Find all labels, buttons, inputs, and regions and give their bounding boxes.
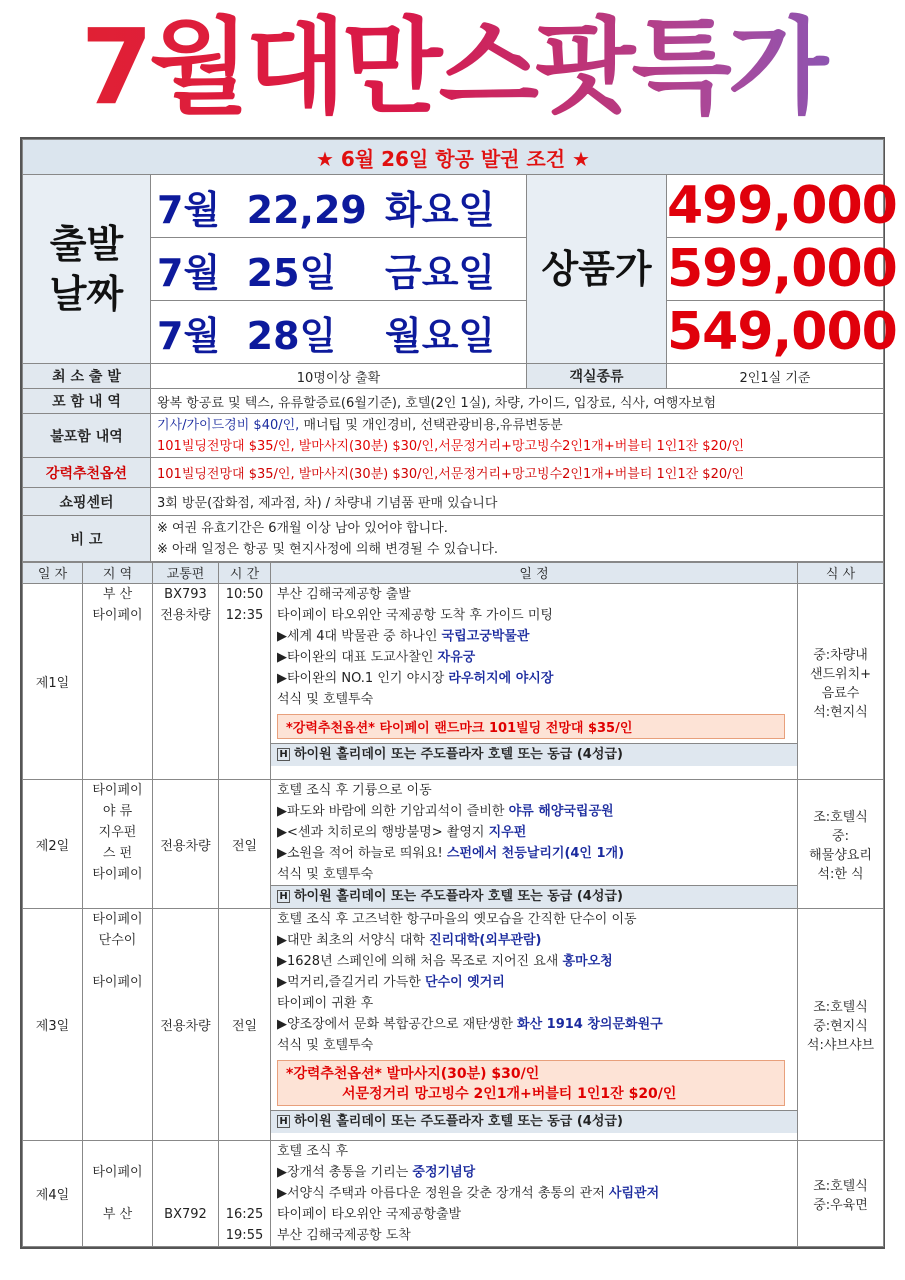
included-value: 왕복 항공료 및 텍스, 유류할증료(6월기준), 호텔(2인 1실), 차량, 가이드, 입장료, 식사, 여행자보험 (151, 389, 884, 414)
departure-date-3: 7월 28일 월요일 (151, 301, 527, 364)
room-type-value: 2인1실 기준 (667, 364, 884, 389)
price-1: 499,000 (667, 176, 897, 236)
shopping-label: 쇼핑센터 (23, 488, 151, 516)
col-region: 지 역 (83, 563, 153, 584)
hotel-icon: H (277, 890, 290, 903)
recommended-option-value: 101빌딩전망대 $35/인, 발마사지(30분) $30/인,서문정거리+망고빙수2인1개+버블티 1인1잔 $20/인 (151, 458, 884, 488)
tour-sheet (20, 137, 897, 1249)
recommended-option-label: 강력추천옵션 (23, 458, 151, 488)
remarks-value: ※ 여권 유효기간은 6개월 이상 남아 있어야 합니다. ※ 아래 일정은 항공 및 현지사정에 의해 변경될 수 있습니다. (151, 516, 884, 562)
col-meals: 식 사 (798, 563, 884, 584)
col-day: 일 자 (23, 563, 83, 584)
day-1-option: *강력추천옵션* 타이페이 랜드마크 101빌딩 전망대 $35/인 (277, 714, 785, 739)
itinerary-table (22, 562, 884, 1247)
day-3-hotel: H 하이원 홀리데이 또는 주도플라자 호텔 또는 동급 (4성급) (271, 1110, 797, 1133)
hotel-icon: H (277, 748, 290, 761)
ticketing-banner: ★ 6월 26일 항공 발권 조건 ★ (23, 140, 884, 175)
excluded-value: 기사/가이드경비 $40/인, 매너팁 및 개인경비, 선택관광비용,유류변동분 101빌딩전망대 $35/인, 발마사지(30분) $30/인,서문정거리+망고빙수2인1개+버블티 1인1잔 $20/인 (151, 414, 884, 458)
min-departure-value: 10명이상 출확 (151, 364, 527, 389)
price-3: 549,000 (667, 302, 897, 362)
day-3-option: *강력추천옵션* 발마사지(30분) $30/인 서문정거리 망고빙수 2인1개+버블티 1인1잔 $20/인 (277, 1060, 785, 1106)
departure-label: 출발날짜 (23, 175, 151, 364)
departure-date-2: 7월 25일 금요일 (151, 238, 527, 301)
hotel-icon: H (277, 1115, 290, 1128)
summary-table (22, 139, 897, 562)
col-schedule: 일 정 (271, 563, 798, 584)
price-2: 599,000 (667, 239, 897, 299)
product-price-label: 상품가 (527, 175, 667, 364)
day-1-row: 제1일 부 산 타이페이 BX793 전용차량 10:50 12:35 부산 김해국제공항 출발 타이페이 타오위안 국제공항 도착 후 가이드 미팅 ▶세계 4대 박물관 중 하나인 국립고궁박물관 ▶타이완의 대표 도교사찰인 자유궁 ▶타이완의 NO.1 인기 야시장 라우허지에 야시장 석식 및 호텔투숙 *강력추천옵션* 타이페이 랜드마크 101빌딩 전망대 $35/인 H 하이원 홀리데이 또는 주도플라자 호텔 또는 동급 (4성급) 중:차량내 샌드위치+ 음료수 석:현지식 (23, 584, 884, 780)
day-3-row: 제3일 타이페이 단수이 타이페이 전용차량 전일 호텔 조식 후 고즈넉한 항구마을의 옛모습을 간직한 단수이 이동 ▶대만 최초의 서양식 대학 진리대학(외부관람) ▶1628년 스페인에 의해 처음 목조로 지어진 요새 홍마오청 ▶먹거리,즐길거리 가득한 단수이 옛거리 타이페이 귀환 후 ▶양조장에서 문화 복합공간으로 재탄생한 화산 1914 창의문화원구 석식 및 호텔투숙 *강력추천옵션* 발마사지(30분) $30/인 서문정거리 망고빙수 2인1개+버블티 1인1잔 $20/인 H 하이원 홀리데이 또는 주도플라자 호텔 또는 동급 (4성급) 조:호텔식 중:현지식 석:샤브샤브 (23, 909, 884, 1141)
remarks-label: 비 고 (23, 516, 151, 562)
day-4-row: 제4일 타이페이 부 산 BX792 16:25 19:55 호텔 조식 후 ▶장개석 총통을 기리는 중정기념당 ▶서양식 주택과 아름다운 정원을 갖춘 장개석 총통의 관저 사림관저 타이페이 타오위안 국제공항출발 부산 김해국제공항 도착 조:호텔식 중:우육면 (23, 1141, 884, 1247)
page-title: 7월대만스팟특가 (0, 0, 905, 135)
room-type-label: 객실종류 (527, 364, 667, 389)
day-2-hotel: H 하이원 홀리데이 또는 주도플라자 호텔 또는 동급 (4성급) (271, 885, 797, 908)
shopping-value: 3회 방문(잡화점, 제과점, 차) / 차량내 기념품 판매 있습니다 (151, 488, 884, 516)
day-2-row: 제2일 타이페이 야 류 지우펀 스 펀 타이페이 전용차량 전일 호텔 조식 후 기륭으로 이동 ▶파도와 바람에 의한 기암괴석이 즐비한 야류 해양국립공원 ▶<센과 치히로의 행방불명> 촬영지 지우펀 ▶소원을 적어 하늘로 띄워요! 스펀에서 천등날리기(4인 1개) 석식 및 호텔투숙 H 하이원 홀리데이 또는 주도플라자 호텔 또는 동급 (4성급) 조:호텔식 중: 해물샹요리 석:한 식 (23, 780, 884, 909)
col-transport: 교통편 (153, 563, 219, 584)
day-1-hotel: H 하이원 홀리데이 또는 주도플라자 호텔 또는 동급 (4성급) (271, 743, 797, 766)
excluded-label: 불포함 내역 (23, 414, 151, 458)
departure-date-1: 7월 22,29 화요일 (151, 175, 527, 238)
included-label: 포 함 내 역 (23, 389, 151, 414)
min-departure-label: 최 소 출 발 (23, 364, 151, 389)
col-time: 시 간 (219, 563, 271, 584)
